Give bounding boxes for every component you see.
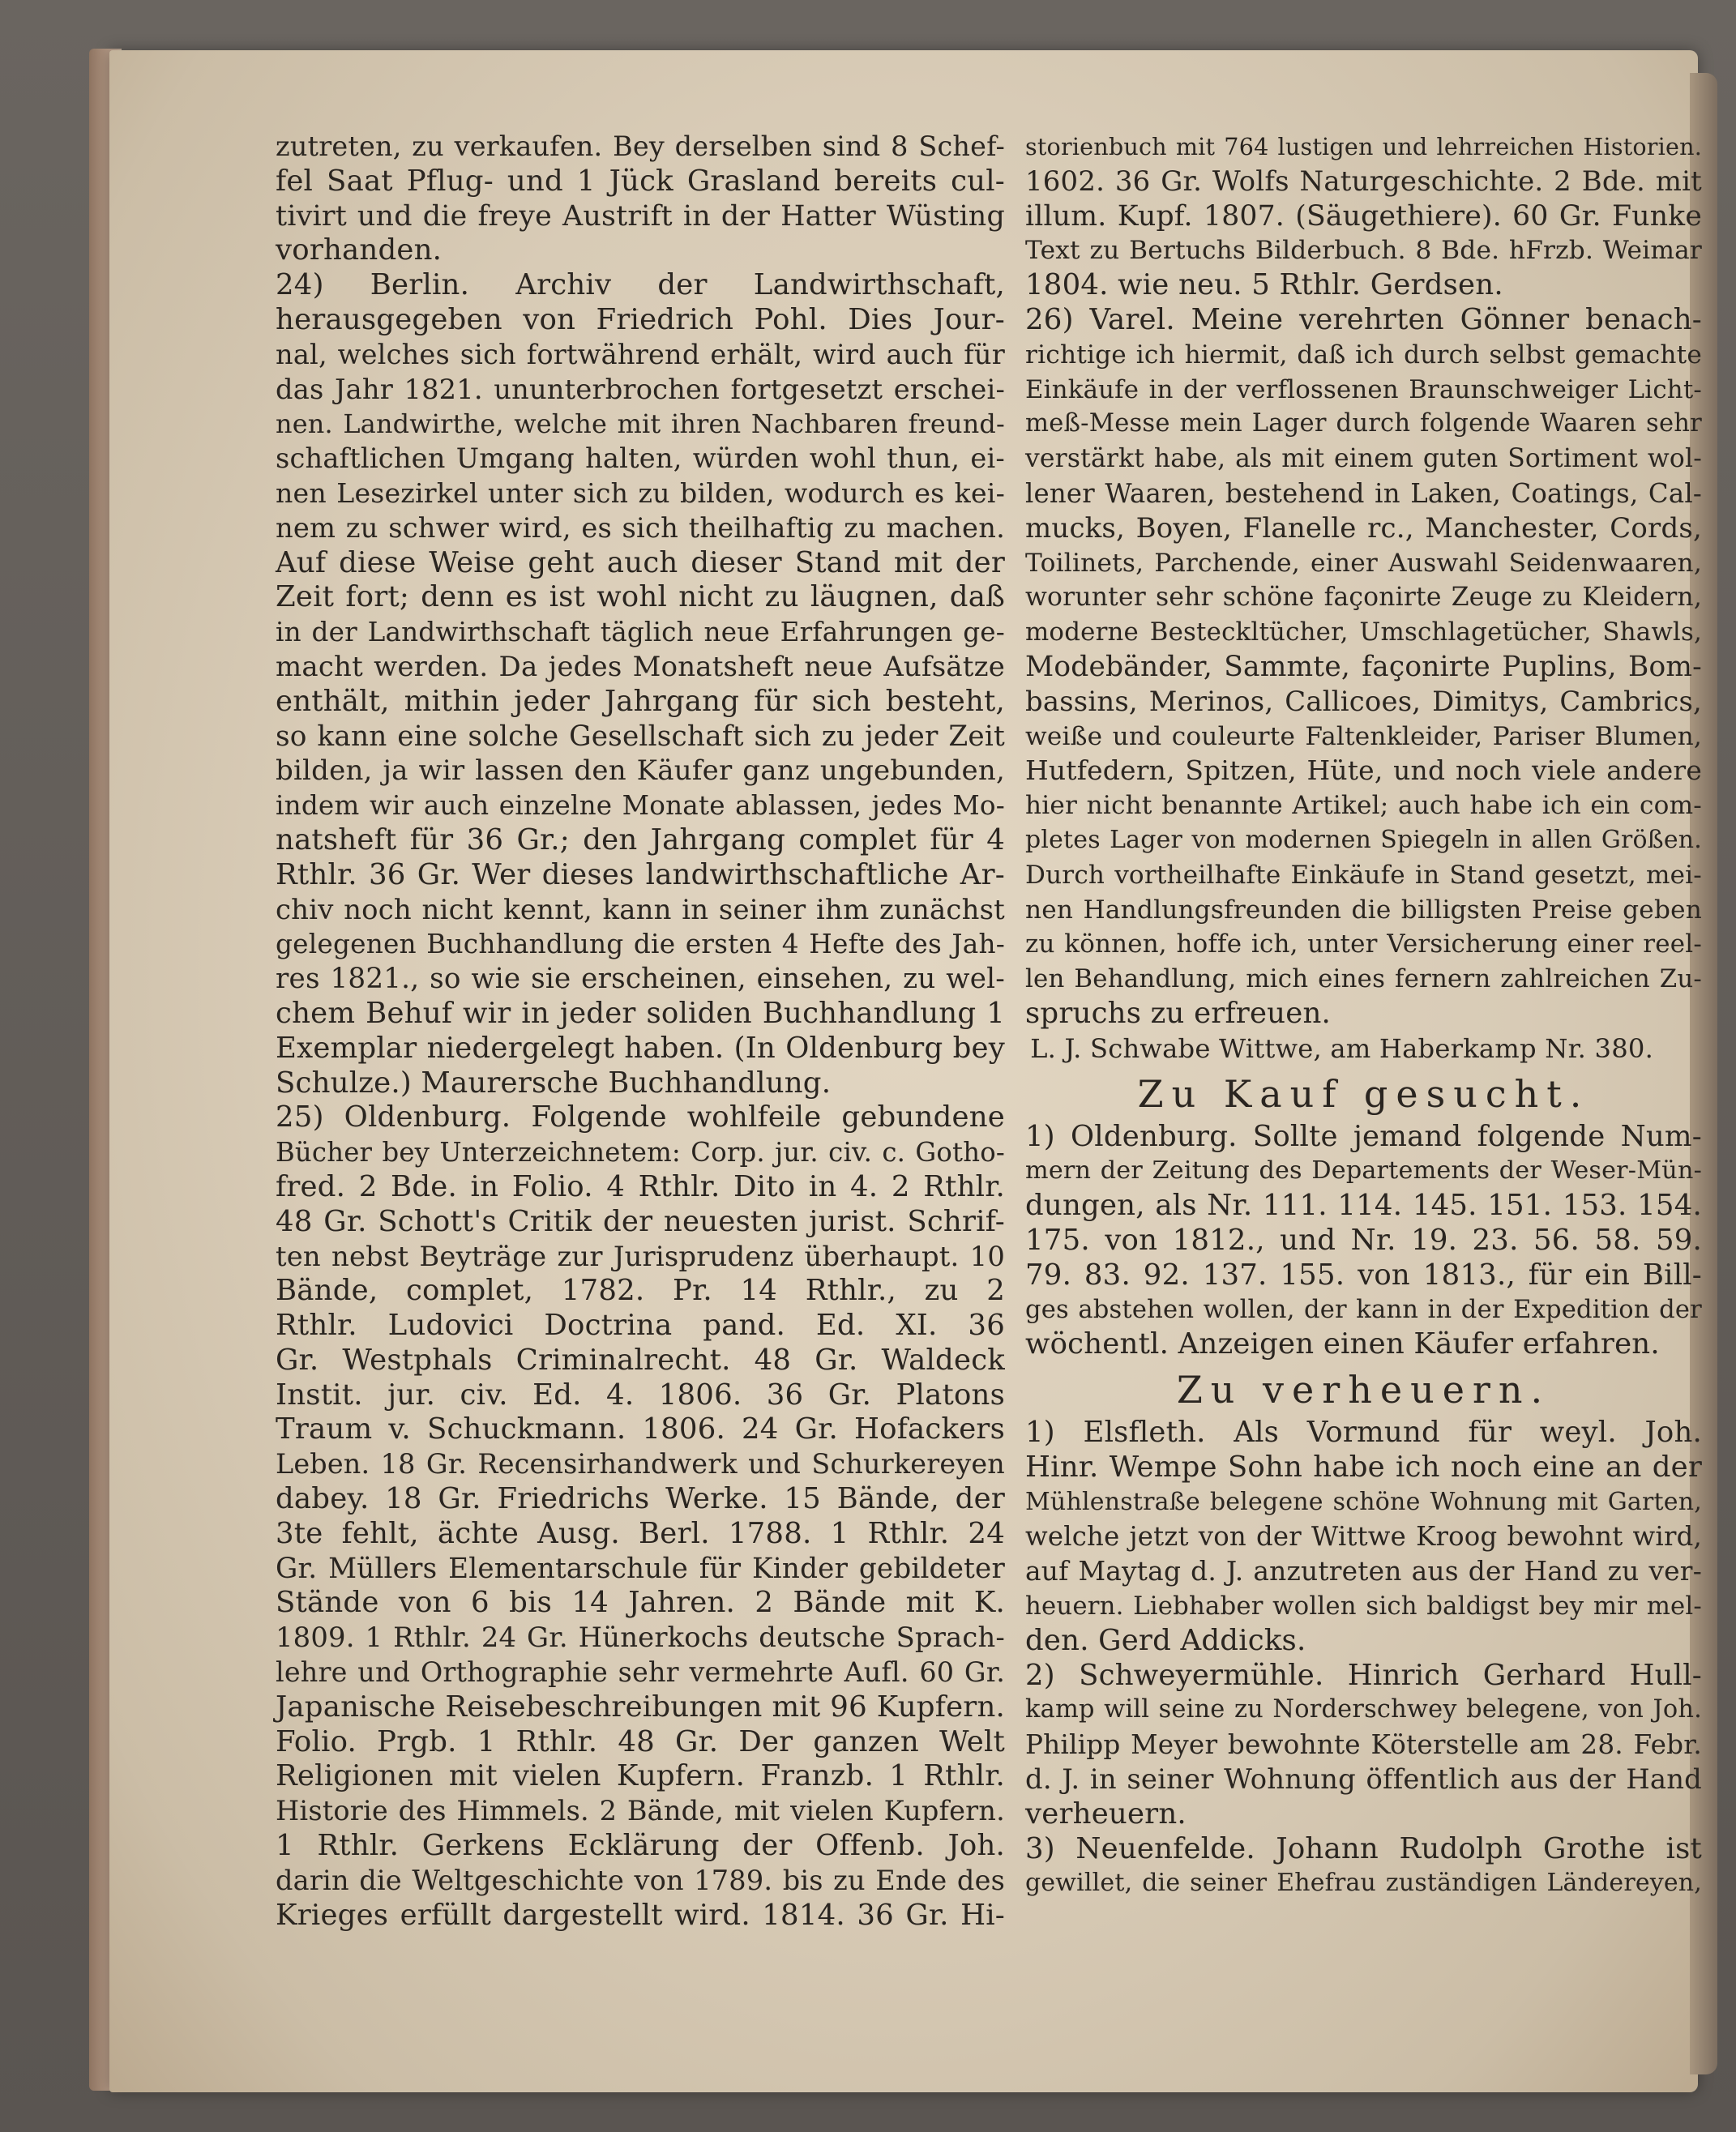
text-line: Einkäufe in der verflossenen Braunschweiger Licht- — [1025, 374, 1702, 404]
text-line: hier nicht benannte Artikel; auch habe ich ein com- — [1025, 791, 1702, 821]
text-line: nen Lesezirkel unter sich zu bilden, wodurch es kei- — [276, 476, 1005, 509]
text-line: schaftlichen Umgang halten, würden wohl thun, ei- — [276, 442, 1005, 475]
text-line: 1602. 36 Gr. Wolfs Naturgeschichte. 2 Bde. mit — [1025, 164, 1702, 197]
text-line: Krieges erfüllt dargestellt wird. 1814. 36 Gr. Hi- — [276, 1898, 1005, 1932]
text-line: mern der Zeitung des Departements der Weser-Mün- — [1025, 1156, 1702, 1186]
text-line: bilden, ja wir lassen den Käufer ganz ungebunden, — [276, 754, 1005, 788]
text-line: darin die Weltgeschichte von 1789. bis zu Ende des — [276, 1864, 1005, 1896]
text-line: Gr. Westphals Criminalrecht. 48 Gr. Waldeck — [276, 1343, 1005, 1377]
text-line: 79. 83. 92. 137. 155. von 1813., für ein Bill- — [1025, 1258, 1702, 1292]
text-line: 24) Berlin. Archiv der Landwirthschaft, — [276, 268, 1005, 302]
text-line: 175. von 1812., und Nr. 19. 23. 56. 58. 59. — [1025, 1223, 1702, 1257]
text-line: 26) Varel. Meine verehrten Gönner benach- — [1025, 302, 1702, 336]
text-line: nen Handlungsfreunden die billigsten Preise geben — [1025, 895, 1702, 925]
text-line: welche jetzt von der Wittwe Kroog bewohnt wird, — [1025, 1521, 1702, 1553]
text-line: Zeit fort; denn es ist wohl nicht zu läugnen, daß — [276, 580, 1005, 614]
text-line: illum. Kupf. 1807. (Säugethiere). 60 Gr. Funke — [1025, 199, 1702, 233]
text-line: enthält, mithin jeder Jahrgang für sich besteht, — [276, 684, 1005, 718]
text-line: den. Gerd Addicks. — [1025, 1623, 1306, 1657]
text-line: Durch vortheilhafte Einkäufe in Stand gesetzt, mei- — [1025, 860, 1702, 890]
text-line: spruchs zu erfreuen. — [1025, 996, 1331, 1030]
text-line: Mühlenstraße belegene schöne Wohnung mit Garten, — [1025, 1487, 1702, 1516]
text-line: fred. 2 Bde. in Folio. 4 Rthlr. Dito in 4. 2 Rthlr. — [276, 1169, 1005, 1203]
section-heading: Zu verheuern. — [1176, 1368, 1551, 1412]
text-line: bassins, Merinos, Callicoes, Dimitys, Cambrics, — [1025, 685, 1702, 717]
text-line: Hutfedern, Spitzen, Hüte, und noch viele andere — [1025, 754, 1702, 787]
text-line: Philipp Meyer bewohnte Köterstelle am 28. Febr. — [1025, 1729, 1702, 1761]
text-line: dabey. 18 Gr. Friedrichs Werke. 15 Bände, der — [276, 1482, 1005, 1516]
text-line: gewillet, die seiner Ehefrau zuständigen Ländereyen, — [1025, 1869, 1702, 1898]
text-line: worunter sehr schöne façonirte Zeuge zu Kleidern, — [1025, 583, 1702, 613]
text-line: moderne Besteckltücher, Umschlagetücher, Shawls, — [1025, 617, 1702, 647]
text-line: Instit. jur. civ. Ed. 4. 1806. 36 Gr. Platons — [276, 1378, 1005, 1412]
text-line: Leben. 18 Gr. Recensirhandwerk und Schurkereyen — [276, 1448, 1005, 1480]
text-line: dungen, als Nr. 111. 114. 145. 151. 153. 154. — [1025, 1189, 1702, 1223]
text-line: ges abstehen wollen, der kann in der Expedition der — [1025, 1295, 1702, 1324]
text-line: fel Saat Pflug- und 1 Jück Grasland bereits cul- — [276, 164, 1005, 198]
text-line: macht werden. Da jedes Monatsheft neue Aufsätze — [276, 650, 1005, 683]
text-line: kamp will seine zu Norderschwey belegene, von Joh. — [1025, 1695, 1702, 1724]
text-line: Bände, complet, 1782. Pr. 14 Rthlr., zu 2 — [276, 1274, 1005, 1308]
text-line: das Jahr 1821. ununterbrochen fortgesetzt erschei- — [276, 373, 1005, 405]
text-line: auf Maytag d. J. anzutreten aus der Hand zu ver- — [1025, 1556, 1702, 1587]
text-line: 3) Neuenfelde. Johann Rudolph Grothe ist — [1025, 1831, 1702, 1865]
text-line: nen. Landwirthe, welche mit ihren Nachbaren freund- — [276, 408, 1005, 440]
text-line: gelegenen Buchhandlung die ersten 4 Hefte des Jah- — [276, 929, 1005, 960]
text-line: lehre und Orthographie sehr vermehrte Aufl. 60 Gr. — [276, 1656, 1005, 1689]
text-line: 3te fehlt, ächte Ausg. Berl. 1788. 1 Rthlr. 24 — [276, 1516, 1005, 1550]
text-line: 48 Gr. Schott's Critik der neuesten jurist. Schrif- — [276, 1204, 1005, 1238]
text-line: Religionen mit vielen Kupfern. Franzb. 1 Rthlr. — [276, 1759, 1005, 1793]
text-line: 1 Rthlr. Gerkens Ecklärung der Offenb. Joh. — [276, 1829, 1005, 1863]
text-line: Schulze.) Maurersche Buchhandlung. — [276, 1066, 832, 1100]
text-line: Hinr. Wempe Sohn habe ich noch eine an der — [1025, 1450, 1702, 1484]
text-line: Traum v. Schuckmann. 1806. 24 Gr. Hofackers — [276, 1412, 1005, 1446]
text-line: natsheft für 36 Gr.; den Jahrgang complet für 4 — [276, 822, 1005, 857]
text-line: Rthlr. Ludovici Doctrina pand. Ed. XI. 36 — [276, 1309, 1005, 1343]
text-line: pletes Lager von modernen Spiegeln in allen Größen. — [1025, 825, 1702, 854]
text-line: Folio. Prgb. 1 Rthlr. 48 Gr. Der ganzen Welt — [276, 1724, 1005, 1758]
text-line: richtige ich hiermit, daß ich durch selbst gemachte — [1025, 340, 1702, 370]
text-line: herausgegeben von Friedrich Pohl. Dies Jour- — [276, 302, 1005, 336]
text-line: len Behandlung, mich eines fernern zahlreichen Zu- — [1025, 964, 1702, 994]
text-line: 2) Schweyermühle. Hinrich Gerhard Hull- — [1025, 1658, 1702, 1692]
signature-line: L. J. Schwabe Wittwe, am Haberkamp Nr. 380. — [1030, 1032, 1653, 1064]
text-line: Auf diese Weise geht auch dieser Stand mit der — [276, 545, 1005, 579]
text-line: Rthlr. 36 Gr. Wer dieses landwirthschaftliche Ar- — [276, 857, 1005, 891]
right-text-column — [1025, 130, 1702, 1901]
text-line: zutreten, zu verkaufen. Bey derselben sind 8 Schef- — [276, 130, 1005, 162]
text-line: zu können, hoffe ich, unter Versicherung einer reel- — [1025, 929, 1702, 959]
text-line: meß-Messe mein Lager durch folgende Waaren sehr — [1025, 409, 1702, 438]
text-line: 1) Oldenburg. Sollte jemand folgende Num- — [1025, 1119, 1702, 1153]
text-line: chem Behuf wir in jeder soliden Buchhandlung 1 — [276, 996, 1005, 1030]
text-line: Exemplar niedergelegt haben. (In Oldenburg bey — [276, 1031, 1005, 1065]
text-line: 1) Elsfleth. Als Vormund für weyl. Joh. — [1025, 1416, 1702, 1450]
text-line: verstärkt habe, als mit einem guten Sortiment wol- — [1025, 444, 1702, 474]
text-line: ten nebst Beyträge zur Jurisprudenz überhaupt. 10 — [276, 1240, 1005, 1272]
text-line: vorhanden. — [276, 233, 443, 267]
text-line: wöchentl. Anzeigen einen Käufer erfahren. — [1025, 1327, 1660, 1361]
text-line: lener Waaren, bestehend in Laken, Coatings, Cal- — [1025, 477, 1702, 509]
text-line: d. J. in seiner Wohnung öffentlich aus der Hand — [1025, 1763, 1702, 1796]
text-line: storienbuch mit 764 lustigen und lehrreichen Historien. — [1025, 133, 1702, 160]
text-line: Modebänder, Sammte, façonirte Puplins, Bom- — [1025, 650, 1702, 683]
text-line: nem zu schwer wird, es sich theilhaftig zu machen. — [276, 511, 1005, 544]
text-line: 1804. wie neu. 5 Rthlr. Gerdsen. — [1025, 268, 1503, 302]
text-line: Stände von 6 bis 14 Jahren. 2 Bände mit K. — [276, 1586, 1005, 1620]
text-line: 25) Oldenburg. Folgende wohlfeile gebundene — [276, 1100, 1005, 1134]
text-line: weiße und couleurte Faltenkleider, Pariser Blumen, — [1025, 721, 1702, 751]
text-line: in der Landwirthschaft täglich neue Erfahrungen ge- — [276, 617, 1005, 648]
text-line: Toilinets, Parchende, einer Auswahl Seidenwaaren, — [1025, 548, 1702, 578]
text-line: Gr. Müllers Elementarschule für Kinder gebildeter — [276, 1552, 1005, 1585]
text-line: indem wir auch einzelne Monate ablassen, jedes Mo- — [276, 790, 1005, 822]
text-line: mucks, Boyen, Flanelle rc., Manchester, Cords, — [1025, 511, 1702, 545]
text-line: so kann eine solche Gesellschaft sich zu jeder Zeit — [276, 720, 1005, 753]
text-line: Japanische Reisebeschreibungen mit 96 Kupfern. — [276, 1690, 1005, 1724]
text-line: res 1821., so wie sie erscheinen, einsehen, zu wel- — [276, 963, 1005, 996]
text-line: Text zu Bertuchs Bilderbuch. 8 Bde. hFrzb. Weimar — [1025, 236, 1702, 266]
text-line: Bücher bey Unterzeichnetem: Corp. jur. civ. c. Gotho- — [276, 1137, 1005, 1169]
text-line: Historie des Himmels. 2 Bände, mit vielen Kupfern. — [276, 1795, 1005, 1827]
left-text-column — [276, 130, 1005, 1933]
section-heading: Zu Kauf gesucht. — [1137, 1071, 1590, 1116]
text-line: 1809. 1 Rthlr. 24 Gr. Hünerkochs deutsche Sprach- — [276, 1621, 1005, 1654]
text-line: tivirt und die freye Austrift in der Hatter Wüsting — [276, 199, 1005, 233]
text-line: chiv noch nicht kennt, kann in seiner ihm zunächst — [276, 893, 1005, 925]
text-line: verheuern. — [1025, 1797, 1187, 1831]
text-line: nal, welches sich fortwährend erhält, wird auch für — [276, 338, 1005, 370]
text-line: heuern. Liebhaber wollen sich baldigst bey mir mel- — [1025, 1592, 1702, 1621]
